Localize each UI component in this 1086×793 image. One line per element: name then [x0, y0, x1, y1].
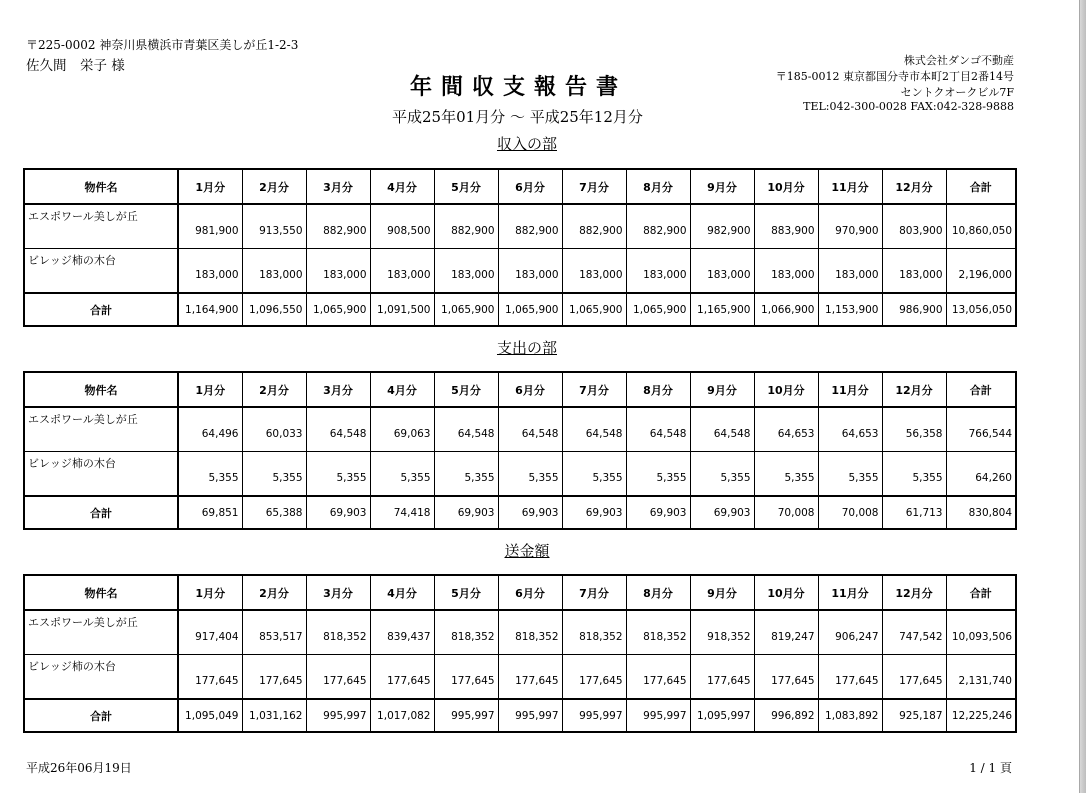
amount-cell: 1,066,900 [754, 293, 818, 326]
amount-cell: 882,900 [626, 204, 690, 249]
sender-address: 〒185-0012 東京都国分寺市本町2丁目2番14号 [775, 70, 1014, 83]
amount-cell: 64,548 [434, 407, 498, 452]
amount-cell: 2,131,740 [946, 655, 1016, 700]
amount-cell: 70,008 [818, 496, 882, 529]
amount-cell: 61,713 [882, 496, 946, 529]
amount-cell: 12,225,246 [946, 699, 1016, 732]
column-header: 7月分 [562, 169, 626, 204]
property-name: 合計 [24, 293, 178, 326]
amount-cell: 906,247 [818, 610, 882, 655]
amount-cell: 981,900 [178, 204, 242, 249]
amount-cell: 177,645 [626, 655, 690, 700]
sender-building: セントクオークビル7F [900, 86, 1014, 99]
column-header: 3月分 [306, 169, 370, 204]
amount-cell: 995,997 [434, 699, 498, 732]
amount-cell: 5,355 [242, 452, 306, 497]
column-header: 2月分 [242, 372, 306, 407]
amount-cell: 1,065,900 [498, 293, 562, 326]
amount-cell: 183,000 [434, 249, 498, 294]
amount-cell: 69,903 [306, 496, 370, 529]
amount-cell: 982,900 [690, 204, 754, 249]
amount-cell: 819,247 [754, 610, 818, 655]
amount-cell: 766,544 [946, 407, 1016, 452]
column-header: 4月分 [370, 372, 434, 407]
amount-cell: 183,000 [370, 249, 434, 294]
column-header: 6月分 [498, 372, 562, 407]
table-row [24, 655, 1016, 700]
amount-cell: 5,355 [690, 452, 754, 497]
column-header: 12月分 [882, 575, 946, 610]
amount-cell: 818,352 [434, 610, 498, 655]
income-table [23, 168, 1017, 327]
column-header: 7月分 [562, 575, 626, 610]
table-row [24, 452, 1016, 497]
amount-cell: 183,000 [242, 249, 306, 294]
section-title-income: 収入の部 [496, 135, 557, 153]
recipient-address: 〒225-0002 神奈川県横浜市青葉区美しが丘1-2-3 [26, 38, 299, 52]
amount-cell: 64,548 [690, 407, 754, 452]
amount-cell: 1,096,550 [242, 293, 306, 326]
amount-cell: 970,900 [818, 204, 882, 249]
amount-cell: 995,997 [626, 699, 690, 732]
amount-cell: 177,645 [370, 655, 434, 700]
total-row [24, 293, 1016, 326]
column-header: 7月分 [562, 372, 626, 407]
amount-cell: 882,900 [434, 204, 498, 249]
section-title-expense: 支出の部 [496, 339, 557, 357]
table-row [24, 204, 1016, 249]
amount-cell: 183,000 [178, 249, 242, 294]
amount-cell: 177,645 [306, 655, 370, 700]
amount-cell: 177,645 [818, 655, 882, 700]
remittance-table [23, 574, 1017, 733]
amount-cell: 1,095,049 [178, 699, 242, 732]
issue-date: 平成26年06月19日 [26, 761, 132, 775]
column-header: 11月分 [818, 575, 882, 610]
amount-cell: 177,645 [562, 655, 626, 700]
sender-contact: TEL:042-300-0028 FAX:042-328-9888 [803, 100, 1014, 113]
amount-cell: 183,000 [754, 249, 818, 294]
amount-cell: 818,352 [562, 610, 626, 655]
column-header: 物件名 [24, 169, 178, 204]
property-name: エスポワール美しが丘 [24, 204, 178, 249]
amount-cell: 803,900 [882, 204, 946, 249]
amount-cell: 10,860,050 [946, 204, 1016, 249]
column-header: 1月分 [178, 575, 242, 610]
amount-cell: 5,355 [754, 452, 818, 497]
property-name: エスポワール美しが丘 [24, 610, 178, 655]
amount-cell: 5,355 [434, 452, 498, 497]
header-row [24, 575, 1016, 610]
column-header: 11月分 [818, 169, 882, 204]
total-row [24, 699, 1016, 732]
table-row [24, 407, 1016, 452]
amount-cell: 5,355 [370, 452, 434, 497]
property-name: 合計 [24, 496, 178, 529]
header-row [24, 372, 1016, 407]
amount-cell: 65,388 [242, 496, 306, 529]
property-name: エスポワール美しが丘 [24, 407, 178, 452]
amount-cell: 882,900 [498, 204, 562, 249]
column-header: 5月分 [434, 169, 498, 204]
amount-cell: 1,083,892 [818, 699, 882, 732]
amount-cell: 853,517 [242, 610, 306, 655]
recipient-name: 佐久間 栄子 様 [26, 58, 125, 74]
amount-cell: 183,000 [882, 249, 946, 294]
column-header: 3月分 [306, 372, 370, 407]
header-row [24, 169, 1016, 204]
amount-cell: 183,000 [306, 249, 370, 294]
sender-company: 株式会社ダンゴ不動産 [903, 54, 1014, 67]
total-row [24, 496, 1016, 529]
column-header: 物件名 [24, 575, 178, 610]
column-header: 1月分 [178, 169, 242, 204]
amount-cell: 2,196,000 [946, 249, 1016, 294]
column-header: 12月分 [882, 372, 946, 407]
amount-cell: 5,355 [562, 452, 626, 497]
amount-cell: 183,000 [562, 249, 626, 294]
amount-cell: 5,355 [498, 452, 562, 497]
amount-cell: 69,903 [562, 496, 626, 529]
property-name: ビレッジ柿の木台 [24, 655, 178, 700]
amount-cell: 917,404 [178, 610, 242, 655]
column-header: 3月分 [306, 575, 370, 610]
amount-cell: 177,645 [882, 655, 946, 700]
amount-cell: 69,851 [178, 496, 242, 529]
amount-cell: 1,065,900 [626, 293, 690, 326]
amount-cell: 64,548 [498, 407, 562, 452]
column-header: 4月分 [370, 169, 434, 204]
amount-cell: 818,352 [498, 610, 562, 655]
column-header: 9月分 [690, 372, 754, 407]
report-period: 平成25年01月分 〜 平成25年12月分 [392, 108, 643, 126]
amount-cell: 69,903 [626, 496, 690, 529]
amount-cell: 5,355 [178, 452, 242, 497]
column-header: 10月分 [754, 575, 818, 610]
property-name: ビレッジ柿の木台 [24, 249, 178, 294]
column-header: 2月分 [242, 575, 306, 610]
column-header: 11月分 [818, 372, 882, 407]
amount-cell: 183,000 [498, 249, 562, 294]
amount-cell: 747,542 [882, 610, 946, 655]
amount-cell: 818,352 [306, 610, 370, 655]
amount-cell: 995,997 [306, 699, 370, 732]
amount-cell: 830,804 [946, 496, 1016, 529]
amount-cell: 69,903 [498, 496, 562, 529]
column-header: 2月分 [242, 169, 306, 204]
amount-cell: 882,900 [306, 204, 370, 249]
column-header: 10月分 [754, 169, 818, 204]
amount-cell: 74,418 [370, 496, 434, 529]
amount-cell: 1,165,900 [690, 293, 754, 326]
amount-cell: 64,653 [754, 407, 818, 452]
table-row [24, 249, 1016, 294]
column-header: 9月分 [690, 169, 754, 204]
amount-cell: 1,065,900 [434, 293, 498, 326]
amount-cell: 5,355 [818, 452, 882, 497]
amount-cell: 818,352 [626, 610, 690, 655]
table-row [24, 610, 1016, 655]
amount-cell: 177,645 [498, 655, 562, 700]
amount-cell: 986,900 [882, 293, 946, 326]
column-header: 合計 [946, 372, 1016, 407]
page-number: 1 / 1 頁 [969, 761, 1012, 775]
amount-cell: 1,031,162 [242, 699, 306, 732]
column-header: 6月分 [498, 169, 562, 204]
amount-cell: 64,548 [306, 407, 370, 452]
column-header: 物件名 [24, 372, 178, 407]
amount-cell: 177,645 [178, 655, 242, 700]
section-title-remittance: 送金額 [504, 542, 550, 560]
amount-cell: 183,000 [626, 249, 690, 294]
column-header: 12月分 [882, 169, 946, 204]
amount-cell: 908,500 [370, 204, 434, 249]
amount-cell: 918,352 [690, 610, 754, 655]
column-header: 8月分 [626, 372, 690, 407]
column-header: 9月分 [690, 575, 754, 610]
column-header: 10月分 [754, 372, 818, 407]
amount-cell: 10,093,506 [946, 610, 1016, 655]
column-header: 合計 [946, 575, 1016, 610]
amount-cell: 995,997 [562, 699, 626, 732]
expense-table [23, 371, 1017, 530]
amount-cell: 69,903 [690, 496, 754, 529]
column-header: 5月分 [434, 575, 498, 610]
amount-cell: 70,008 [754, 496, 818, 529]
amount-cell: 882,900 [562, 204, 626, 249]
amount-cell: 64,653 [818, 407, 882, 452]
amount-cell: 1,095,997 [690, 699, 754, 732]
column-header: 合計 [946, 169, 1016, 204]
amount-cell: 1,017,082 [370, 699, 434, 732]
column-header: 8月分 [626, 575, 690, 610]
property-name: ビレッジ柿の木台 [24, 452, 178, 497]
amount-cell: 925,187 [882, 699, 946, 732]
amount-cell: 60,033 [242, 407, 306, 452]
amount-cell: 64,548 [626, 407, 690, 452]
amount-cell: 69,903 [434, 496, 498, 529]
amount-cell: 995,997 [498, 699, 562, 732]
column-header: 4月分 [370, 575, 434, 610]
amount-cell: 64,496 [178, 407, 242, 452]
amount-cell: 13,056,050 [946, 293, 1016, 326]
amount-cell: 839,437 [370, 610, 434, 655]
amount-cell: 996,892 [754, 699, 818, 732]
amount-cell: 177,645 [754, 655, 818, 700]
amount-cell: 5,355 [626, 452, 690, 497]
amount-cell: 64,548 [562, 407, 626, 452]
amount-cell: 1,065,900 [562, 293, 626, 326]
column-header: 1月分 [178, 372, 242, 407]
amount-cell: 5,355 [882, 452, 946, 497]
amount-cell: 1,153,900 [818, 293, 882, 326]
amount-cell: 1,065,900 [306, 293, 370, 326]
document-title: 年間収支報告書 [410, 74, 628, 100]
column-header: 6月分 [498, 575, 562, 610]
amount-cell: 177,645 [690, 655, 754, 700]
column-header: 5月分 [434, 372, 498, 407]
amount-cell: 64,260 [946, 452, 1016, 497]
amount-cell: 1,164,900 [178, 293, 242, 326]
amount-cell: 56,358 [882, 407, 946, 452]
amount-cell: 5,355 [306, 452, 370, 497]
amount-cell: 177,645 [434, 655, 498, 700]
amount-cell: 69,063 [370, 407, 434, 452]
page-edge [1079, 0, 1086, 793]
property-name: 合計 [24, 699, 178, 732]
column-header: 8月分 [626, 169, 690, 204]
amount-cell: 183,000 [818, 249, 882, 294]
amount-cell: 913,550 [242, 204, 306, 249]
amount-cell: 183,000 [690, 249, 754, 294]
amount-cell: 177,645 [242, 655, 306, 700]
amount-cell: 1,091,500 [370, 293, 434, 326]
amount-cell: 883,900 [754, 204, 818, 249]
